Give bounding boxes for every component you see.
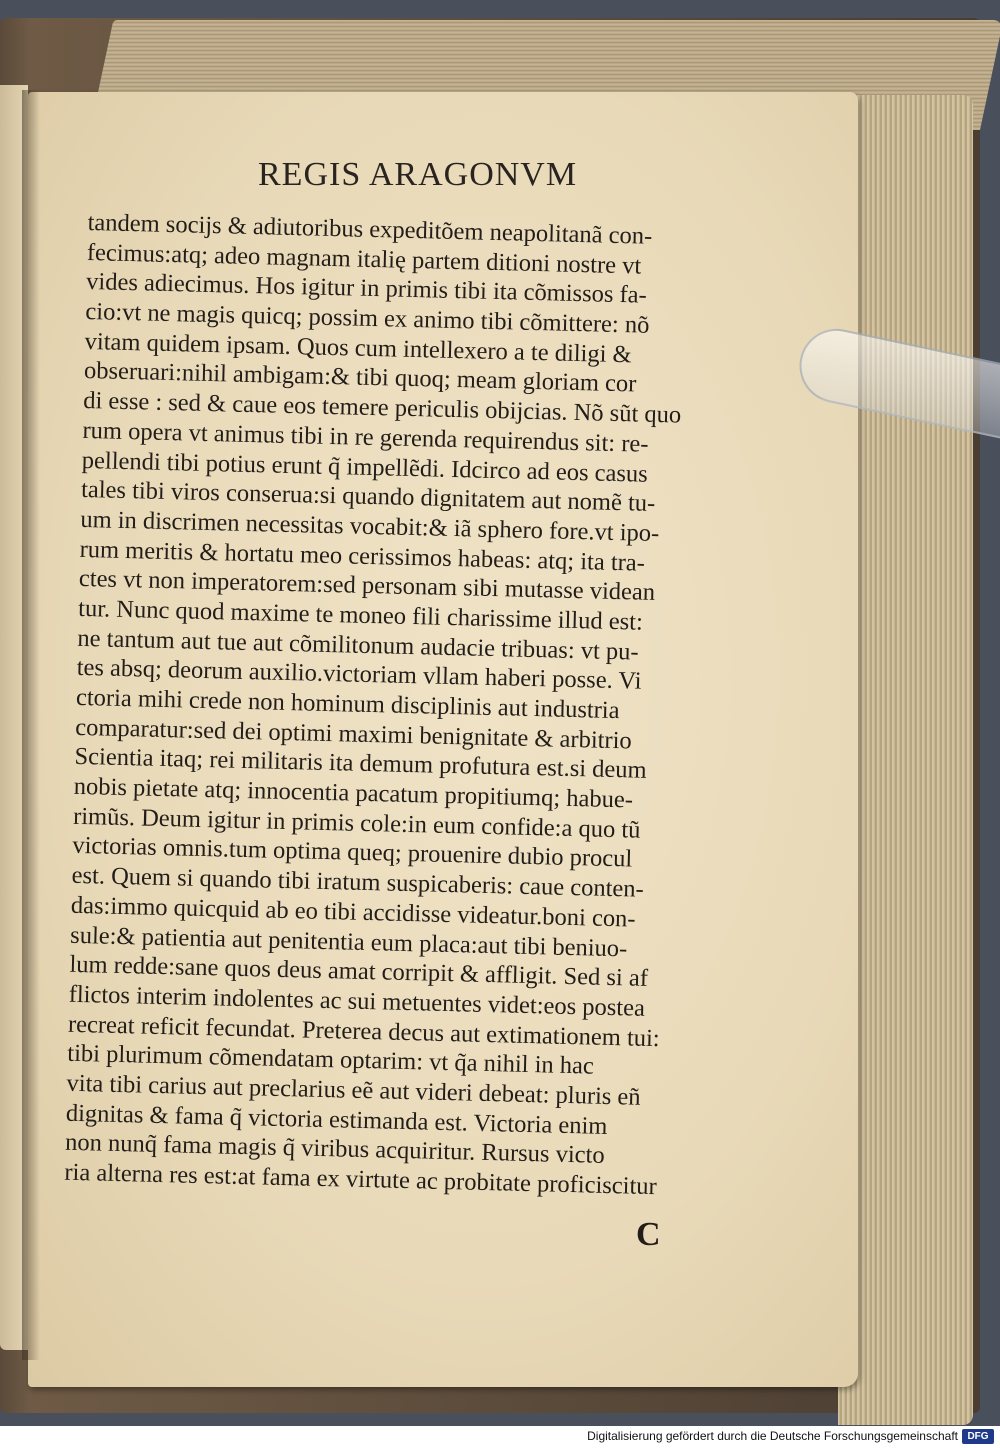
text-line: sule:& patientia aut penitentia eum placa:aut tibi beniuo- — [69, 921, 628, 962]
text-line: recreat reficit fecundat. Preterea decus aut extimationem tui: — [67, 1010, 661, 1052]
text-line: tes absq; deorum auxilio.victoriam vllam haberi posse. Vi — [76, 654, 642, 695]
text-line: lum redde:sane quos deus amat corripit & affligit. Sed si af — [69, 950, 649, 993]
text-line: ne tantum aut tue aut cõmilitonum audacie tribuas: vt pu- — [77, 624, 639, 666]
text-line: nobis pietate atq; innocentia pacatum propitiumq; habue- — [73, 772, 634, 814]
text-line: di esse : sed & caue eos temere periculis obijcias. Nõ sũt quo — [82, 387, 682, 429]
text-line: vides adiecimus. Hos igitur in primis tibi ita cõmissos fa- — [85, 268, 648, 310]
text-line: obseruari:nihil ambigam:& tibi quoq; meam gloriam cor — [83, 357, 637, 398]
text-line: cio:vt ne magis quicq; possim ex animo tibi cõmittere: nõ — [85, 298, 650, 339]
text-line: tur. Nunc quod maxime te moneo fili charissime illud est: — [77, 594, 644, 636]
text-line: vitam quidem ipsam. Quos cum intellexero a te diligi & — [84, 327, 632, 369]
text-line: vita tibi carius aut preclarius eẽ aut videri debeat: pluris eñ — [66, 1069, 641, 1111]
text-line: est. Quem si quando tibi iratum suspicaberis: caue conten- — [71, 861, 645, 903]
text-line: rum meritis & hortatu meo cerissimos habeas: atq; ita tra- — [79, 535, 646, 577]
signature-mark: C — [636, 1216, 661, 1253]
text-line: flictos interim indolentes ac sui metuentes videt:eos postea — [68, 980, 646, 1022]
dfg-logo: DFG — [962, 1429, 994, 1444]
text-line: tandem socijs & adiutoribus expeditõem neapolitanã con- — [87, 208, 653, 250]
text-line: comparatur:sed dei optimi maximi benignitate & arbitrio — [74, 713, 633, 755]
text-line: rum opera vt animus tibi in re gerenda requirendus sit: re- — [82, 416, 649, 458]
text-line: Scientia itaq; rei militaris ita demum profutura est.si deum — [74, 743, 647, 785]
text-line: um in discrimen necessitas vocabit:& iã sphero fore.vt ipo- — [80, 505, 660, 547]
text-line: non nunq̃ fama magis q̃ viribus acquiritur. Rursus victo — [64, 1129, 605, 1170]
text-line: pellendi tibi potius erunt q̃ impellẽdi. Idcirco ad eos casus — [81, 446, 649, 488]
footer-bar — [0, 1426, 1000, 1448]
text-line: tales tibi viros conserua:si quando dignitatem aut nomẽ tu- — [80, 476, 656, 518]
text-line: ctoria mihi crede non hominum disciplinis aut industria — [75, 683, 620, 725]
text-line: das:immo quicquid ab eo tibi accidisse videatur.boni con- — [70, 891, 636, 933]
text-line: dignitas & fama q̃ victoria estimanda est. Victoria enim — [65, 1099, 608, 1140]
running-head: REGIS ARAGONVM — [258, 156, 578, 193]
body-text — [64, 208, 718, 1203]
text-line: rimũs. Deum igitur in primis cole:in eum confide:a quo tũ — [72, 802, 641, 844]
spine-shadow — [22, 90, 40, 1360]
text-line: tibi plurimum cõmendatam optarim: vt q̃a nihil in hac — [67, 1040, 595, 1080]
text-line: fecimus:atq; adeo magnam italię partem ditioni nostre vt — [86, 238, 642, 280]
text-line: ria alterna res est:at fama ex virtute ac probitate proficiscitur — [64, 1158, 658, 1201]
text-line: ctes vt non imperatorem:sed personam sibi mutasse videan — [78, 565, 656, 607]
book-page-edges — [838, 95, 973, 1425]
text-line: victorias omnis.tum optima queq; prouenire dubio procul — [72, 832, 633, 873]
footer-credit: Digitalisierung gefördert durch die Deutsche Forschungsgemeinschaft — [587, 1429, 958, 1443]
